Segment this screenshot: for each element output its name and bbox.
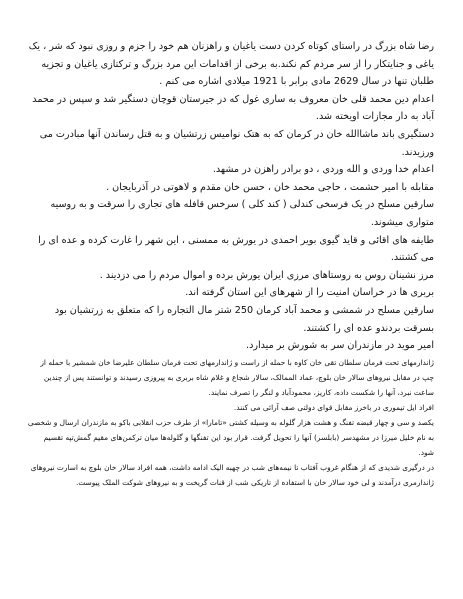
paragraph-gendarmerie-victory: ژاندارمهای تحت فرمان سلطان تقی خان کاوه با حمله از راست و ژاندارمهای تحت فرمان سلطان علیرضا خان شمشیر با حمله از چپ در مقابل نیروهای سالار خان بلوچ، عماد الممالک، سالار شجاع و غلام شاه بربری به پیروزی رسیدند و توانستند پس از چندین ساعت نبرد، آنها را شکست داده، کاریز، محمودآباد و لنگر را تصرف نمایند.: [40, 357, 434, 397]
paragraph-kerman-camel-theft: سارقین مسلح در شمشی و محمد آباد کرمان 250 شتر مال التجاره را که متعلق به زرتشیان بود بسرقت بردندو عده ای را کشتند.: [54, 304, 434, 334]
paragraph-sari-ghol-execution: اعدام دین محمد قلی خان معروف به ساری غول که در جیرستان قوچان دستگیر شد و سپس در محمد آباد به دار مجازات اویخته شد.: [32, 93, 434, 123]
paragraph-azerbaijan-confrontation: مقابله با امیر حشمت ، حاجی محمد خان ، حسن خان مقدم و لاهوتی در آذربایجان .: [106, 181, 434, 193]
paragraph-teymouri-tribe: افراد ایل تیموری در باخرز مقابل قوای دولتی صف آرائی می کنند.: [233, 402, 434, 412]
document-body: [27, 38, 434, 490]
paragraph-russian-border-raids: مرز نشینان روس به روستاهای مرزی ایران یورش برده و اموال مردم را می دزدیند .: [99, 269, 434, 281]
paragraph-mamasani-raid: طایفه های اقائی و قاید گیوی بویر احمدی در یورش به ممسنی ، این شهر را غارت کرده و عده ای را می کشتند.: [38, 234, 434, 264]
paragraph-khorasan-insecurity: بربری ها در خراسان امنیت را از شهرهای این استان گرفته اند.: [185, 287, 434, 299]
paragraph-salar-khan-escape: در درگیری شدیدی که از هنگام غروب آفتاب تا نیمه‌های شب در چهبه الیک ادامه داشت، همه افراد سالار خان بلوچ به اسارت نیروهای ژاندارمری درآمدند و لی خود سالار خان با استفاده از تاریکی شب از قنات گریخت و به نیروهای شوکت الملک پیوست.: [30, 462, 434, 487]
paragraph-mazandaran-revolt: امیر موید در مازندران سر به شورش بر میدارد.: [246, 340, 434, 352]
paragraph-sarakhs-robbers: سارقین مسلح در یک فرسخی کندلی ( کند کلی ) سرخس قافله های تجاری را سرقت و به روسیه متواری میشوند.: [50, 199, 434, 228]
paragraph-reza-shah-intro: رضا شاه بزرگ در راستای کوتاه کردن دست یاغیان و راهزنان هم خود را جزم و روزی نبود که شر ، یک یاغی و جنایتکار را از سر مردم کم نکند.به برخی از اقدامات این مرد بزرگ و ترکتازی یاغیان و تجزیه طلبان تنها در سال 2629 مادی برابر با 1921 میلادی اشاره می کنم .: [28, 41, 434, 88]
paragraph-brothers-execution: اعدام خدا وردی و الله وردی ، دو برادر راهزن در مشهد.: [212, 164, 434, 176]
paragraph-mashallah-khan-arrest: دستگیری باند ماشاالله خان در کرمان که به هتک نوامیس زرتشیان و به قتل رساندن آنها مبادرت می ورزیدند.: [39, 128, 434, 158]
paragraph-tamara-weapons: یکصد و سی و چهار قبضه تفنگ و هشت هزار گلوله به وسیله کشتی «تامارا» از طرف حزب انقلابی باکو به مازندران ارسال و شخصی به نام خلیل میرزا در مشهدسر (بابلسر) آنها را تحویل گرفت. قرار بود این تفنگها و گلوله‌ها میان ترکمن‌های مقیم گمش‌تپه تقسیم شود.: [27, 417, 434, 457]
